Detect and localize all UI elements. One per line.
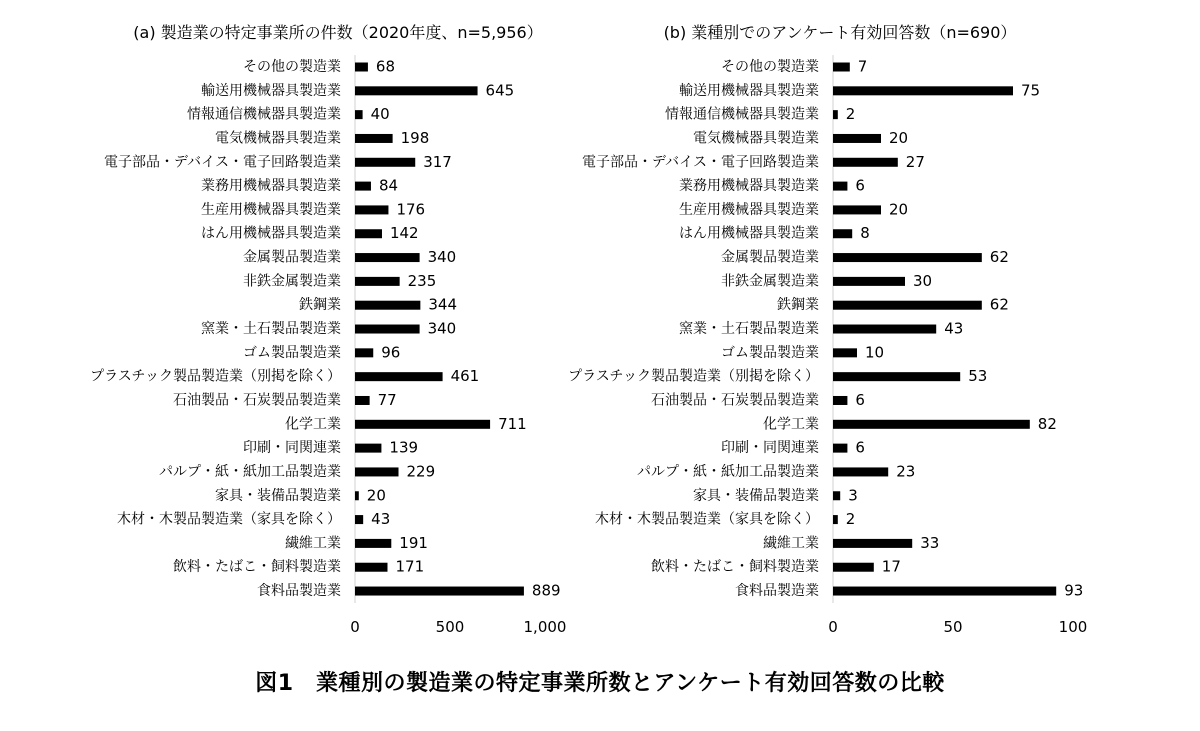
category-label: 鉄鋼業 (777, 297, 819, 314)
bar (833, 205, 881, 214)
data-label: 171 (395, 557, 425, 576)
bar (833, 277, 905, 286)
bar (355, 372, 443, 381)
data-label: 17 (881, 557, 901, 576)
data-label: 229 (406, 462, 436, 481)
data-label: 20 (366, 486, 386, 505)
data-label: 6 (855, 390, 865, 409)
category-label: 木材・木製品製造業（家具を除く） (595, 511, 819, 528)
data-label: 82 (1037, 414, 1057, 433)
bar (355, 444, 381, 453)
data-label: 235 (407, 271, 437, 290)
category-label: はん用機械器具製造業 (679, 225, 819, 242)
bar (833, 110, 838, 119)
bar (833, 253, 982, 262)
bar (355, 229, 382, 238)
bar (355, 563, 387, 572)
category-label: 輸送用機械器具製造業 (679, 82, 819, 99)
data-label: 142 (389, 224, 419, 243)
bar (355, 539, 391, 548)
x-tick-label: 0 (828, 618, 838, 636)
data-label: 317 (423, 152, 452, 171)
data-label: 43 (371, 510, 391, 529)
bar (355, 515, 363, 524)
category-label: プラスチック製品製造業（別掲を除く） (90, 368, 341, 385)
category-label: 繊維工業 (763, 535, 819, 552)
data-label: 340 (427, 319, 457, 338)
data-label: 40 (370, 105, 390, 124)
category-label: 業務用機械器具製造業 (201, 178, 341, 195)
data-label: 176 (396, 200, 426, 219)
category-label: 家具・装備品製造業 (215, 487, 341, 504)
data-label: 889 (531, 581, 561, 600)
bar (833, 86, 1013, 95)
data-label: 344 (428, 295, 458, 314)
category-label: 窯業・土石製品製造業 (201, 321, 341, 338)
data-label: 84 (378, 176, 399, 195)
bar (833, 301, 982, 310)
bar (355, 253, 420, 262)
category-label: 金属製品製造業 (243, 249, 341, 266)
bar (833, 467, 888, 476)
data-label: 27 (905, 152, 925, 171)
category-label: 飲料・たばこ・飼料製造業 (651, 559, 819, 576)
bar (833, 420, 1030, 429)
bar (833, 396, 847, 405)
data-label: 7 (857, 57, 868, 76)
x-tick-label: 50 (943, 618, 963, 636)
bar (355, 182, 371, 191)
bar (355, 277, 400, 286)
data-label: 77 (377, 390, 397, 409)
data-label: 68 (375, 57, 396, 76)
category-label: はん用機械器具製造業 (201, 225, 341, 242)
bar (833, 491, 840, 500)
category-label: 化学工業 (763, 416, 819, 433)
category-label: 印刷・同関連業 (721, 440, 819, 457)
bar (355, 158, 415, 167)
category-label: 金属製品製造業 (721, 249, 819, 266)
category-label: 木材・木製品製造業（家具を除く） (117, 511, 341, 528)
category-label: 家具・装備品製造業 (693, 487, 819, 504)
data-label: 6 (855, 438, 865, 457)
category-label: 石油製品・石炭製品製造業 (173, 392, 341, 409)
bar (833, 158, 898, 167)
bar (355, 396, 370, 405)
bar (355, 63, 368, 72)
category-label: 石油製品・石炭製品製造業 (651, 392, 819, 409)
data-label: 20 (889, 128, 909, 147)
bar (833, 444, 847, 453)
bar (833, 515, 838, 524)
data-label: 461 (450, 367, 480, 386)
bar (355, 301, 420, 310)
category-label: 電子部品・デバイス・電子回路製造業 (103, 154, 341, 171)
category-label: 情報通信機械器具製造業 (187, 106, 341, 123)
category-label: その他の製造業 (721, 59, 819, 75)
data-label: 10 (865, 343, 885, 362)
data-label: 43 (944, 319, 964, 338)
category-label: 化学工業 (285, 416, 341, 433)
data-label: 3 (848, 486, 858, 505)
category-label: 窯業・土石製品製造業 (679, 321, 819, 338)
data-label: 96 (381, 343, 401, 362)
bar (833, 372, 960, 381)
x-tick-label: 500 (435, 618, 465, 636)
data-label: 53 (968, 367, 988, 386)
bar (833, 229, 852, 238)
bar (355, 86, 478, 95)
bar (355, 348, 373, 357)
panel-a-title: (a) 製造業の特定事業所の件数（2020年度、n=5,956） (133, 23, 543, 42)
data-label: 75 (1021, 81, 1041, 100)
category-label: 生産用機械器具製造業 (679, 201, 819, 218)
bar (355, 587, 524, 596)
bar (833, 563, 874, 572)
data-label: 23 (896, 462, 916, 481)
bar (355, 325, 420, 334)
data-label: 2 (845, 510, 856, 529)
data-label: 711 (498, 414, 527, 433)
data-label: 139 (389, 438, 419, 457)
bar (355, 467, 399, 476)
category-label: 生産用機械器具製造業 (201, 201, 341, 218)
data-label: 93 (1064, 581, 1084, 600)
bar (833, 587, 1056, 596)
category-label: 食料品製造業 (257, 583, 341, 600)
bar (833, 539, 912, 548)
data-label: 6 (855, 176, 865, 195)
bar (833, 348, 857, 357)
category-label: 電気機械器具製造業 (215, 130, 341, 147)
category-label: ゴム製品製造業 (243, 344, 341, 361)
x-tick-label: 1,000 (523, 618, 567, 636)
bar (833, 325, 936, 334)
category-label: 非鉄金属製造業 (721, 273, 819, 290)
data-label: 645 (485, 81, 515, 100)
data-label: 2 (845, 105, 856, 124)
category-label: 情報通信機械器具製造業 (665, 106, 819, 123)
data-label: 33 (920, 533, 940, 552)
panel-b-title: (b) 業種別でのアンケート有効回答数（n=690） (663, 23, 1017, 42)
bar (355, 491, 359, 500)
category-label: 印刷・同関連業 (243, 440, 341, 457)
x-tick-label: 100 (1058, 618, 1088, 636)
category-label: 飲料・たばこ・飼料製造業 (173, 559, 341, 576)
data-label: 198 (400, 128, 430, 147)
category-label: ゴム製品製造業 (721, 344, 819, 361)
data-label: 62 (989, 295, 1009, 314)
category-label: パルプ・紙・紙加工品製造業 (637, 463, 819, 480)
data-label: 340 (427, 248, 457, 267)
data-label: 191 (399, 533, 428, 552)
category-label: プラスチック製品製造業（別掲を除く） (568, 368, 819, 385)
data-label: 8 (860, 224, 870, 243)
bar (355, 420, 490, 429)
category-label: 業務用機械器具製造業 (679, 178, 819, 195)
category-label: パルプ・紙・紙加工品製造業 (159, 463, 341, 480)
bar (833, 63, 850, 72)
category-label: 繊維工業 (285, 535, 341, 552)
category-label: 輸送用機械器具製造業 (201, 82, 341, 99)
bar (355, 110, 363, 119)
x-tick-label: 0 (350, 618, 360, 636)
data-label: 30 (913, 271, 933, 290)
category-label: 鉄鋼業 (299, 297, 341, 314)
bar (355, 134, 393, 143)
data-label: 20 (889, 200, 909, 219)
category-label: 電子部品・デバイス・電子回路製造業 (581, 154, 819, 171)
bar (833, 182, 847, 191)
bar (833, 134, 881, 143)
data-label: 62 (989, 248, 1009, 267)
category-label: その他の製造業 (243, 59, 341, 75)
category-label: 電気機械器具製造業 (693, 130, 819, 147)
bar (355, 205, 388, 214)
category-label: 食料品製造業 (735, 583, 819, 600)
figure-caption: 図1 業種別の製造業の特定事業所数とアンケート有効回答数の比較 (255, 671, 945, 696)
category-label: 非鉄金属製造業 (243, 273, 341, 290)
